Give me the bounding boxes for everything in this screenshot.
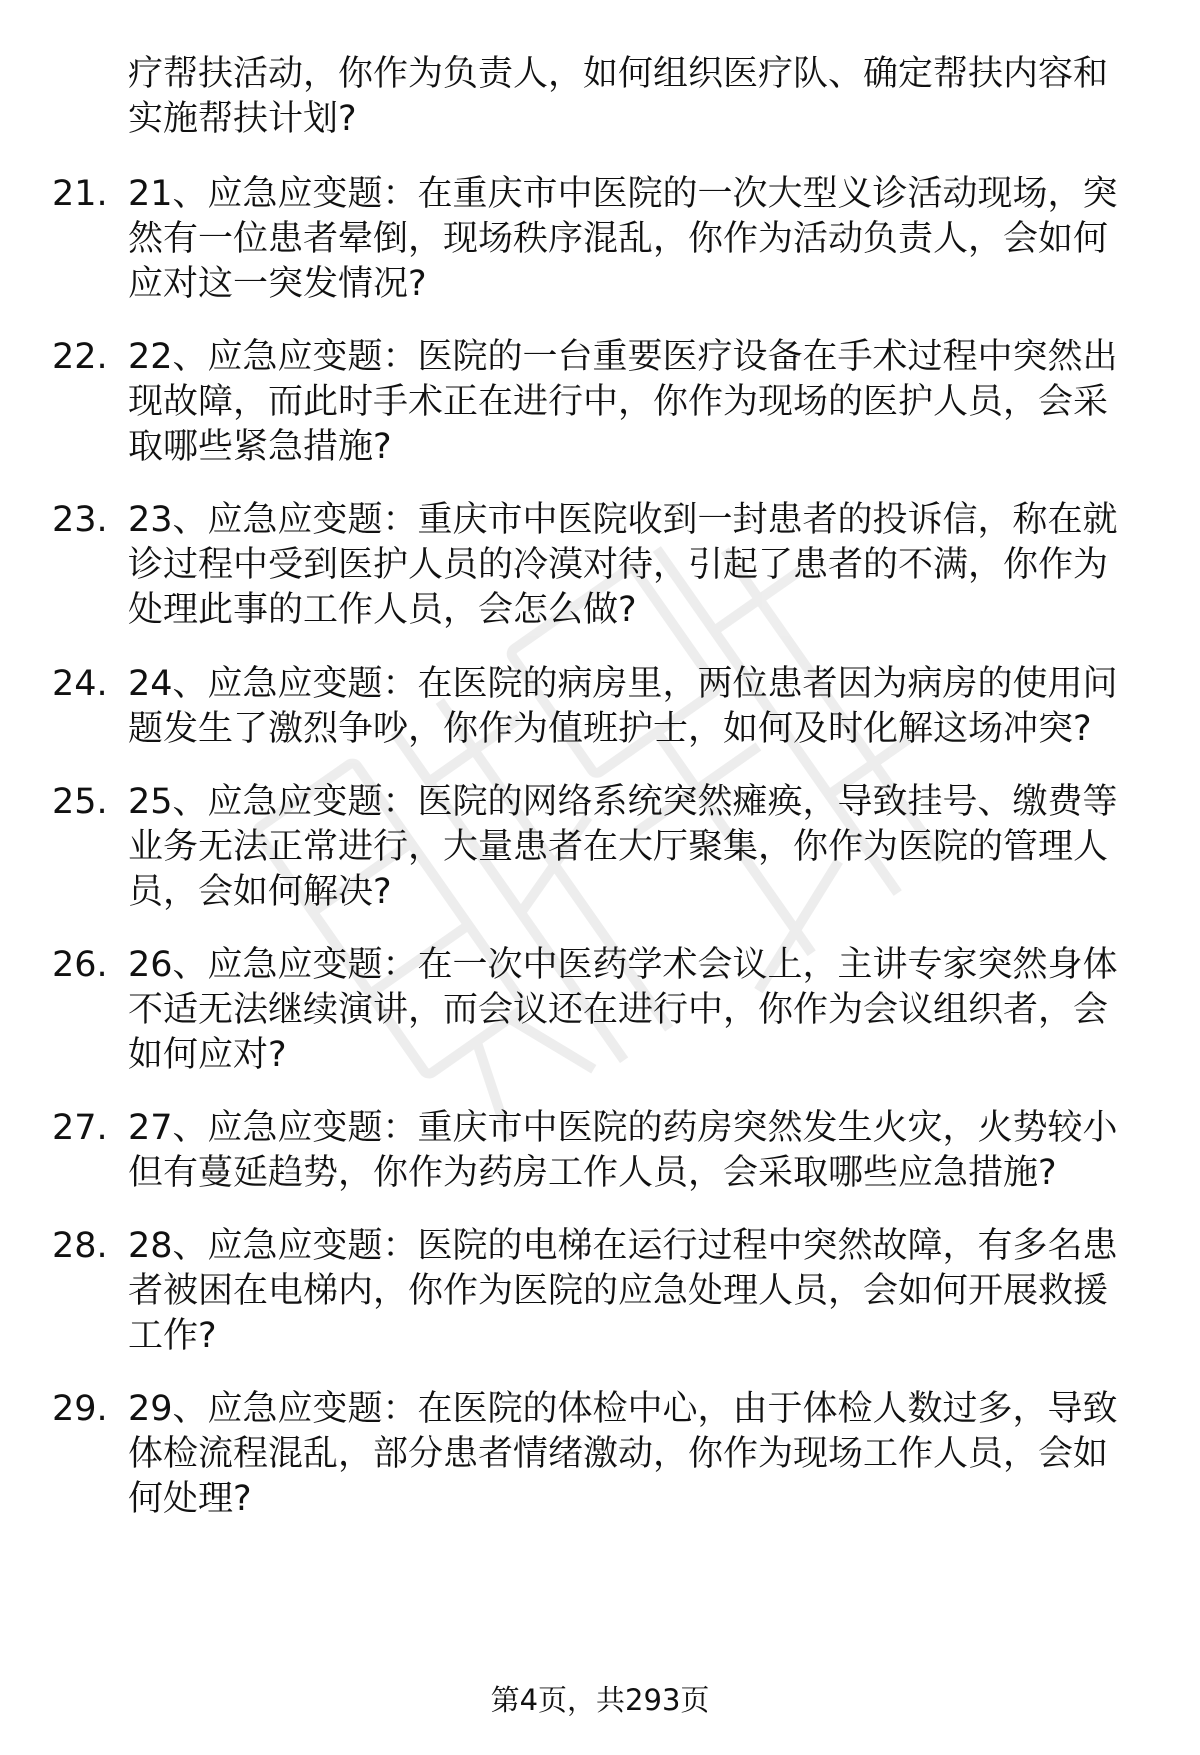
item-number: 22. <box>52 337 108 377</box>
item-line: 题发生了激烈争吵，你作为值班护士，如何及时化解这场冲突? <box>128 709 1092 749</box>
item-number: 25. <box>52 782 108 822</box>
continuation-line-2: 实施帮扶计划? <box>128 99 357 139</box>
item-number: 26. <box>52 945 108 985</box>
item-number: 29. <box>52 1389 108 1429</box>
item-line: 取哪些紧急措施? <box>128 427 392 467</box>
item-text <box>128 498 1148 633</box>
item-number: 23. <box>52 500 108 540</box>
item-line: 但有蔓延趋势，你作为药房工作人员，会采取哪些应急措施? <box>128 1153 1057 1193</box>
page-number-footer: 第4页，共293页 <box>490 1683 710 1717</box>
item-line: 处理此事的工作人员，会怎么做? <box>128 590 637 630</box>
item-line: 25、应急应变题：医院的网络系统突然瘫痪，导致挂号、缴费等 <box>128 782 1118 822</box>
item-text <box>128 943 1148 1078</box>
item-line: 体检流程混乱，部分患者情绪激动，你作为现场工作人员，会如 <box>128 1434 1109 1474</box>
item-text <box>128 1387 1148 1522</box>
item-text <box>128 335 1148 470</box>
item-line: 工作? <box>128 1316 217 1356</box>
continuation-line-1: 疗帮扶活动，你作为负责人，如何组织医疗队、确定帮扶内容和 <box>128 54 1109 94</box>
item-line: 然有一位患者晕倒，现场秩序混乱，你作为活动负责人，会如何 <box>128 219 1109 259</box>
item-line: 23、应急应变题：重庆市中医院收到一封患者的投诉信，称在就 <box>128 500 1118 540</box>
item-number: 24. <box>52 664 108 704</box>
item-line: 21、应急应变题：在重庆市中医院的一次大型义诊活动现场，突 <box>128 174 1118 214</box>
item-line: 28、应急应变题：医院的电梯在运行过程中突然故障，有多名患 <box>128 1226 1118 1266</box>
item-line: 29、应急应变题：在医院的体检中心，由于体检人数过多，导致 <box>128 1389 1118 1429</box>
item-number: 27. <box>52 1108 108 1148</box>
item-text <box>128 662 1148 752</box>
item-line: 27、应急应变题：重庆市中医院的药房突然发生火灾，火势较小 <box>128 1108 1118 1148</box>
item-number: 21. <box>52 174 108 214</box>
item-line: 22、应急应变题：医院的一台重要医疗设备在手术过程中突然出 <box>128 337 1118 377</box>
item-line: 应对这一突发情况? <box>128 264 427 304</box>
item-text <box>128 172 1148 307</box>
item-line: 业务无法正常进行，大量患者在大厅聚集，你作为医院的管理人 <box>128 827 1109 867</box>
item-line: 何处理? <box>128 1479 252 1519</box>
item-line: 26、应急应变题：在一次中医药学术会议上，主讲专家突然身体 <box>128 945 1118 985</box>
item-text <box>128 780 1148 915</box>
item-line: 员，会如何解决? <box>128 872 392 912</box>
item-line: 现故障，而此时手术正在进行中，你作为现场的医护人员，会采 <box>128 382 1109 422</box>
item-line: 如何应对? <box>128 1035 287 1075</box>
item-line: 不适无法继续演讲，而会议还在进行中，你作为会议组织者，会 <box>128 990 1109 1030</box>
item-line: 诊过程中受到医护人员的冷漠对待，引起了患者的不满，你作为 <box>128 545 1109 585</box>
item-text <box>128 1224 1148 1359</box>
item-line: 者被困在电梯内，你作为医院的应急处理人员，会如何开展救援 <box>128 1271 1109 1311</box>
item-line: 24、应急应变题：在医院的病房里，两位患者因为病房的使用问 <box>128 664 1118 704</box>
item-text <box>128 1106 1148 1196</box>
item-number: 28. <box>52 1226 108 1266</box>
